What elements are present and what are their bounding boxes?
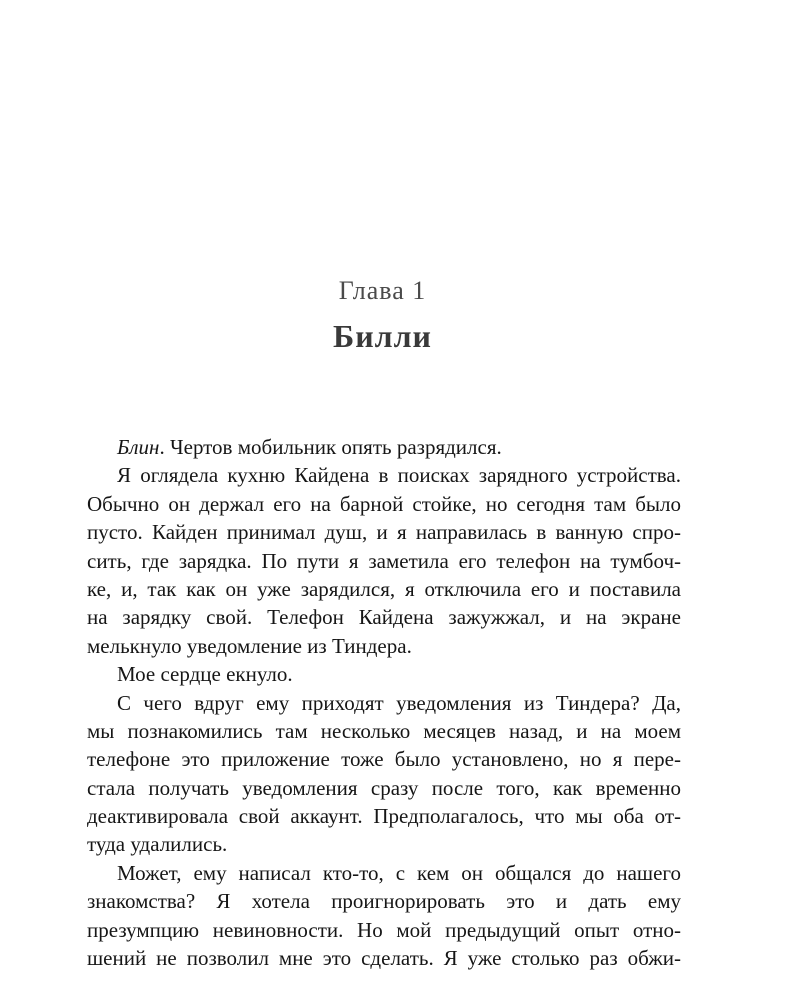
chapter-body — [87, 433, 681, 972]
text-line: сить, где зарядка. По пути я заметила его телефон на тумбоч- — [87, 548, 681, 573]
text-line: Я оглядела кухню Кайдена в поисках зарядного устройства. — [117, 463, 681, 488]
text-line: Мое сердце екнуло. — [117, 662, 293, 687]
text-line: пусто. Кайден принимал душ, и я направилась в ванную спро- — [87, 520, 681, 545]
chapter-title: Билли — [333, 318, 432, 354]
text-line: телефоне это приложение тоже было установлено, но я пере- — [87, 747, 681, 772]
text-line: презумпцию невиновности. Но мой предыдущий опыт отно- — [87, 917, 681, 942]
text-line: мелькнуло уведомление из Тиндера. — [87, 633, 412, 658]
text-line: туда удалились. — [87, 832, 228, 857]
text-line: знакомства? Я хотела проигнорировать это и дать ему — [87, 889, 681, 914]
text-line: Обычно он держал его на барной стойке, но сегодня там было — [87, 491, 681, 516]
text-line: С чего вдруг ему приходят уведомления из Тиндера? Да, — [117, 690, 681, 715]
text-line: стала получать уведомления сразу после того, как временно — [87, 775, 681, 800]
text-line: деактивировала свой аккаунт. Предполагалось, что мы оба от- — [87, 804, 681, 829]
line-rest: . Чертов мобильник опять разрядился. — [159, 435, 502, 459]
text-line: ке, и, так как он уже зарядился, я отключила его и поставила — [87, 576, 681, 601]
text-line: шений не позволил мне это сделать. Я уже столько раз обжи- — [87, 946, 681, 971]
chapter-number: Глава 1 — [338, 276, 427, 305]
emphasized-word: Блин — [117, 435, 160, 459]
text-line: Может, ему написал кто-то, с кем он общался до нашего — [117, 860, 681, 885]
text-line: на зарядку свой. Телефон Кайдена зажужжал, и на экране — [87, 605, 681, 630]
text-line: мы познакомились там несколько месяцев назад, и на моем — [87, 718, 681, 743]
text-line — [87, 433, 681, 461]
